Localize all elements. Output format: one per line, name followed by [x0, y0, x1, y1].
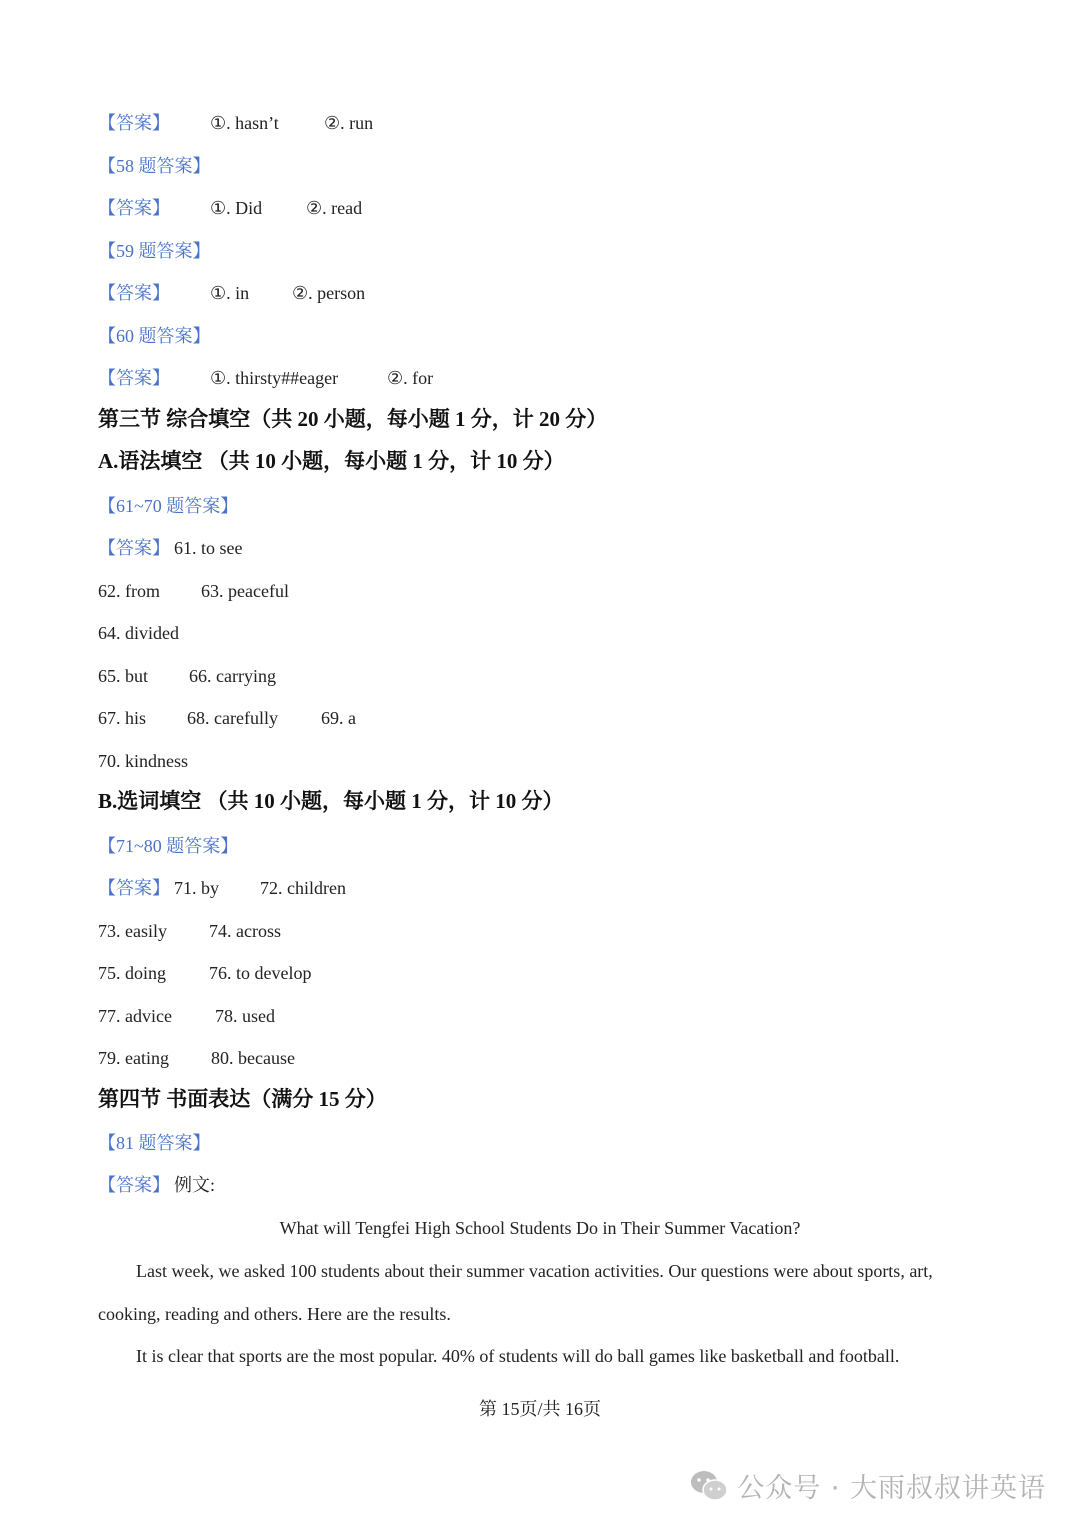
- answer-item: 77. advice: [98, 1006, 172, 1026]
- essay-title: What will Tengfei High School Students Do in Their Summer Vacation?: [279, 1218, 801, 1238]
- answer-item: 62. from: [98, 581, 160, 601]
- answer-item: 63. peaceful: [201, 581, 289, 601]
- answer-item-1: ①. Did: [210, 198, 263, 218]
- answer-item: 75. doing: [98, 963, 167, 983]
- answer-item-2: ②. person: [292, 283, 366, 303]
- answer-item: 66. carrying: [189, 666, 276, 686]
- essay-paragraph-1-line-2: cooking, reading and others. Here are the results.: [98, 1304, 451, 1324]
- answer-item: 80. because: [211, 1048, 295, 1068]
- answer-item: 73. easily: [98, 921, 167, 941]
- answer-item: 68. carefully: [187, 708, 278, 728]
- answer-item: 71. by: [174, 878, 219, 898]
- answer-label: 【答案】: [98, 1175, 170, 1195]
- answer-label: 【答案】: [98, 113, 170, 133]
- answer-label: 【答案】: [98, 368, 170, 388]
- answer-item: 79. eating: [98, 1048, 169, 1068]
- watermark: [689, 1466, 1046, 1505]
- answer-item: 70. kindness: [98, 751, 188, 771]
- partB-heading: 【71~80 题答案】: [98, 836, 239, 856]
- wechat-icon: [689, 1469, 729, 1503]
- section4-title: 第四节 书面表达（满分 15 分）: [98, 1087, 387, 1111]
- question-heading-59: 【59 题答案】: [98, 241, 211, 261]
- answer-item: 64. divided: [98, 623, 179, 643]
- answer-item: 78. used: [215, 1006, 275, 1026]
- watermark-text: 公众号 · 大雨叔叔讲英语: [737, 1473, 1046, 1504]
- answer-item: 72. children: [260, 878, 346, 898]
- partB-title: B.选词填空 （共 10 小题，每小题 1 分，计 10 分）: [98, 789, 564, 813]
- answer-item-2: ②. for: [387, 368, 434, 388]
- page-number: 第 15页/共 16页: [478, 1399, 601, 1419]
- essay-paragraph-2-line-1: It is clear that sports are the most popular. 40% of students will do ball games like basketball and football.: [136, 1346, 900, 1366]
- answer-label: 【答案】: [98, 538, 170, 558]
- answer-item-2: ②. run: [324, 113, 374, 133]
- answer-item: 67. his: [98, 708, 147, 728]
- sample-essay-label: 例文:: [174, 1175, 216, 1195]
- partA-heading: 【61~70 题答案】: [98, 496, 239, 516]
- section3-title: 第三节 综合填空（共 20 小题，每小题 1 分，计 20 分）: [98, 407, 608, 431]
- answer-item-1: ①. thirsty##eager: [210, 368, 339, 388]
- answer-item-1: ①. hasn’t: [210, 113, 279, 133]
- question-heading-81: 【81 题答案】: [98, 1133, 211, 1153]
- answer-item-2: ②. read: [306, 198, 363, 218]
- answer-label: 【答案】: [98, 283, 170, 303]
- partA-title: A.语法填空 （共 10 小题，每小题 1 分，计 10 分）: [98, 449, 565, 473]
- answer-item: 74. across: [209, 921, 281, 941]
- answer-item: 76. to develop: [209, 963, 312, 983]
- question-heading-60: 【60 题答案】: [98, 326, 211, 346]
- answer-label: 【答案】: [98, 878, 170, 898]
- answer-item: 65. but: [98, 666, 149, 686]
- answer-item: 61. to see: [174, 538, 243, 558]
- answer-item: 69. a: [321, 708, 356, 728]
- question-heading-58: 【58 题答案】: [98, 156, 211, 176]
- answer-item-1: ①. in: [210, 283, 250, 303]
- answer-label: 【答案】: [98, 198, 170, 218]
- essay-paragraph-1-line-1: Last week, we asked 100 students about their summer vacation activities. Our questions were about sports, art,: [136, 1261, 933, 1281]
